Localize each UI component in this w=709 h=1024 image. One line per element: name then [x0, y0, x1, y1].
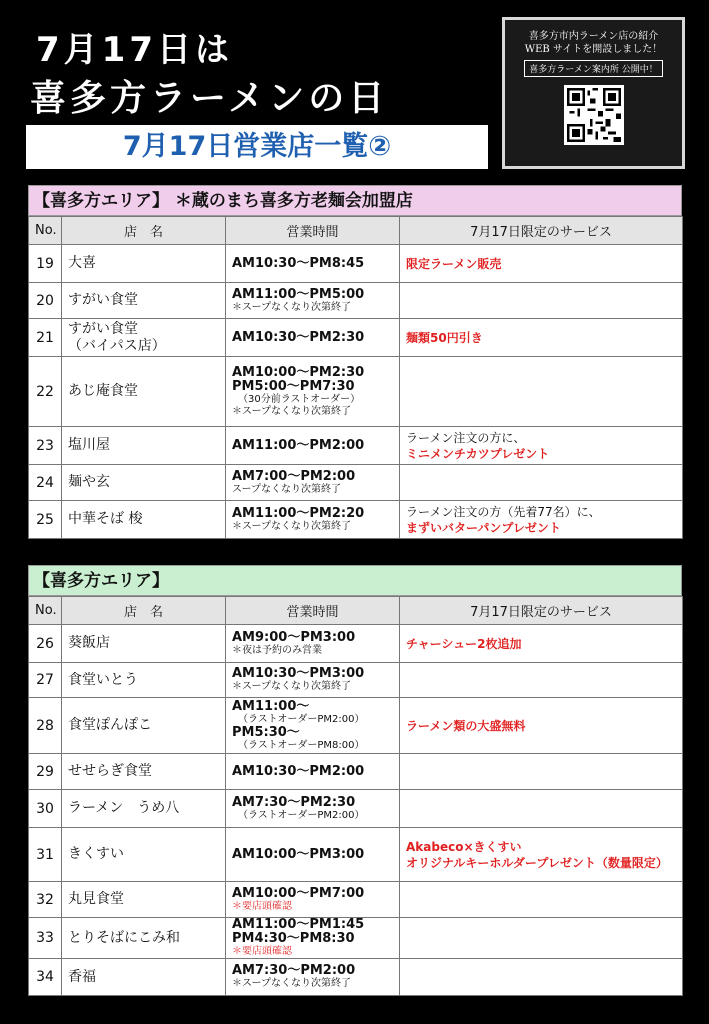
table-row: [29, 790, 683, 828]
title-line-2: 喜多方ラーメンの日: [30, 78, 389, 119]
store-number: 28: [29, 698, 62, 754]
table-row: [29, 959, 683, 996]
col-hours: 営業時間: [226, 217, 400, 245]
col-hours: 営業時間: [226, 597, 400, 625]
limited-service: [400, 790, 683, 828]
limited-service: [400, 882, 683, 918]
hours-note: ＊スープなくなり次第終了: [232, 681, 351, 692]
col-service: 7月17日限定のサービス: [400, 217, 683, 245]
hours-note: ＊夜は予約のみ営業: [232, 644, 322, 656]
store-table: [28, 596, 683, 996]
service-line: チャーシュー2枚追加: [406, 636, 522, 651]
business-hours: [226, 754, 400, 790]
store-name: 塩川屋: [62, 427, 226, 465]
hours-note: （ラストオーダーPM2:00）: [238, 713, 365, 725]
promo-line-2: WEB サイトを開設しました！: [524, 44, 663, 55]
hours-note: スープなくなり次第終了: [232, 483, 341, 495]
col-service: 7月17日限定のサービス: [400, 597, 683, 625]
store-name: あじ庵食堂: [62, 357, 226, 427]
service-line: 麺類50円引き: [406, 330, 483, 345]
subtitle-banner: 7月17日営業店一覧②: [26, 125, 488, 169]
store-name: 大喜: [62, 245, 226, 283]
store-number: 27: [29, 663, 62, 698]
hours-line: PM5:00～PM7:30: [232, 378, 355, 394]
col-name: 店 名: [62, 217, 226, 245]
business-hours: [226, 465, 400, 501]
business-hours: [226, 790, 400, 828]
store-number: 19: [29, 245, 62, 283]
hours-line: AM10:00～PM2:30: [232, 364, 365, 380]
hours-line: AM10:00～PM3:00: [232, 846, 365, 862]
store-name: 葵飯店: [62, 625, 226, 663]
section-kura-area: [28, 185, 682, 539]
store-number: 34: [29, 959, 62, 996]
store-name: 食堂いとう: [62, 663, 226, 698]
business-hours: [226, 245, 400, 283]
table-row: [29, 828, 683, 882]
table-row: [29, 698, 683, 754]
table-row: [29, 501, 683, 539]
business-hours: [226, 959, 400, 996]
store-number: 31: [29, 828, 62, 882]
service-line: ミニメンチカツプレゼント: [406, 446, 550, 461]
service-line: ラーメン類の大盛無料: [406, 718, 526, 733]
limited-service: [400, 501, 683, 539]
service-line: Akabeco×きくすい: [406, 839, 522, 854]
hours-note: ＊スープなくなり次第終了: [232, 405, 351, 417]
limited-service: [400, 698, 683, 754]
table-row: [29, 625, 683, 663]
store-number: 26: [29, 625, 62, 663]
business-hours: [226, 698, 400, 754]
section-kitakata-area: [28, 565, 682, 996]
hours-line: AM10:30～PM2:30: [232, 329, 365, 345]
limited-service: [400, 959, 683, 996]
hours-note: ＊要店頭確認: [232, 900, 292, 912]
table-row: [29, 245, 683, 283]
title-line-1: 7月17日は: [36, 30, 233, 70]
section-title: 【喜多方エリア】 ＊蔵のまち喜多方老麺会加盟店: [28, 185, 682, 216]
limited-service: [400, 754, 683, 790]
store-number: 20: [29, 283, 62, 319]
service-line: オリジナルキーホルダープレゼント（数量限定）: [406, 855, 668, 870]
business-hours: [226, 663, 400, 698]
hours-note: PM5:30～: [232, 724, 300, 740]
table-row: [29, 663, 683, 698]
hours-note: （ラストオーダーPM8:00）: [238, 739, 365, 751]
promo-badge: 喜多方ラーメン案内所 公開中！: [524, 60, 662, 77]
store-number: 22: [29, 357, 62, 427]
store-name: すがい食堂 （バイパス店）: [62, 319, 226, 357]
store-name: 食堂ぽんぽこ: [62, 698, 226, 754]
store-number: 21: [29, 319, 62, 357]
limited-service: [400, 427, 683, 465]
hours-line: AM7:30～PM2:00: [232, 963, 356, 978]
service-line: まずいバターパンプレゼント: [406, 520, 561, 535]
hours-line: AM9:00～PM3:00: [232, 629, 356, 645]
store-name: 香福: [62, 959, 226, 996]
promo-line-1: 喜多方市内ラーメン店の紹介: [528, 31, 659, 42]
hours-note: （30分前ラストオーダー）: [238, 393, 361, 405]
hours-line: AM7:00～PM2:00: [232, 468, 356, 484]
qr-code-icon[interactable]: [564, 85, 624, 145]
limited-service: [400, 465, 683, 501]
section-title: 【喜多方エリア】: [28, 565, 682, 596]
store-number: 32: [29, 882, 62, 918]
business-hours: [226, 319, 400, 357]
store-name: とりそばにこみ和: [62, 918, 226, 959]
store-table: [28, 216, 683, 539]
business-hours: [226, 501, 400, 539]
table-row: [29, 319, 683, 357]
store-number: 24: [29, 465, 62, 501]
store-name: すがい食堂: [62, 283, 226, 319]
store-number: 29: [29, 754, 62, 790]
hours-line: AM10:30～PM3:00: [232, 666, 365, 681]
store-number: 30: [29, 790, 62, 828]
hours-line: PM4:30～PM8:30: [232, 931, 355, 946]
store-number: 25: [29, 501, 62, 539]
col-no: No.: [29, 217, 62, 245]
limited-service: [400, 828, 683, 882]
hours-note: （ラストオーダーPM2:00）: [238, 809, 365, 821]
business-hours: [226, 357, 400, 427]
hours-line: AM11:00～PM2:00: [232, 437, 365, 453]
hours-note: ＊スープなくなり次第終了: [232, 520, 351, 532]
hours-line: AM11:00～: [232, 698, 310, 714]
table-row: [29, 427, 683, 465]
website-promo-box: [502, 17, 685, 169]
hours-note: ＊スープなくなり次第終了: [232, 301, 351, 313]
table-row: [29, 882, 683, 918]
hours-line: AM11:00～PM1:45: [232, 917, 365, 932]
limited-service: [400, 625, 683, 663]
business-hours: [226, 625, 400, 663]
store-name: 麺や玄: [62, 465, 226, 501]
business-hours: [226, 918, 400, 959]
table-row: [29, 754, 683, 790]
store-name: きくすい: [62, 828, 226, 882]
service-line: 限定ラーメン販売: [406, 256, 502, 271]
store-name: せせらぎ食堂: [62, 754, 226, 790]
hours-line: AM10:00～PM7:00: [232, 885, 365, 901]
hours-note: ＊スープなくなり次第終了: [232, 978, 351, 989]
business-hours: [226, 828, 400, 882]
business-hours: [226, 283, 400, 319]
business-hours: [226, 427, 400, 465]
hours-line: AM7:30～PM2:30: [232, 794, 356, 810]
limited-service: [400, 245, 683, 283]
table-row: [29, 918, 683, 959]
col-name: 店 名: [62, 597, 226, 625]
table-row: [29, 283, 683, 319]
hours-line: AM11:00～PM5:00: [232, 286, 365, 302]
hours-note: ＊要店頭確認: [232, 946, 292, 957]
store-number: 23: [29, 427, 62, 465]
limited-service: [400, 283, 683, 319]
limited-service: [400, 357, 683, 427]
table-row: [29, 465, 683, 501]
store-name: 丸見食堂: [62, 882, 226, 918]
col-no: No.: [29, 597, 62, 625]
hours-line: AM11:00～PM2:20: [232, 505, 365, 521]
store-name: 中華そば 梭: [62, 501, 226, 539]
limited-service: [400, 319, 683, 357]
hours-line: AM10:30～PM2:00: [232, 763, 365, 779]
business-hours: [226, 882, 400, 918]
service-line: ラーメン注文の方に、: [406, 430, 526, 445]
hours-line: AM10:30～PM8:45: [232, 255, 365, 271]
table-row: [29, 357, 683, 427]
limited-service: [400, 918, 683, 959]
store-number: 33: [29, 918, 62, 959]
store-name: ラーメン うめ八: [62, 790, 226, 828]
limited-service: [400, 663, 683, 698]
service-line: ラーメン注文の方（先着77名）に、: [406, 504, 601, 519]
